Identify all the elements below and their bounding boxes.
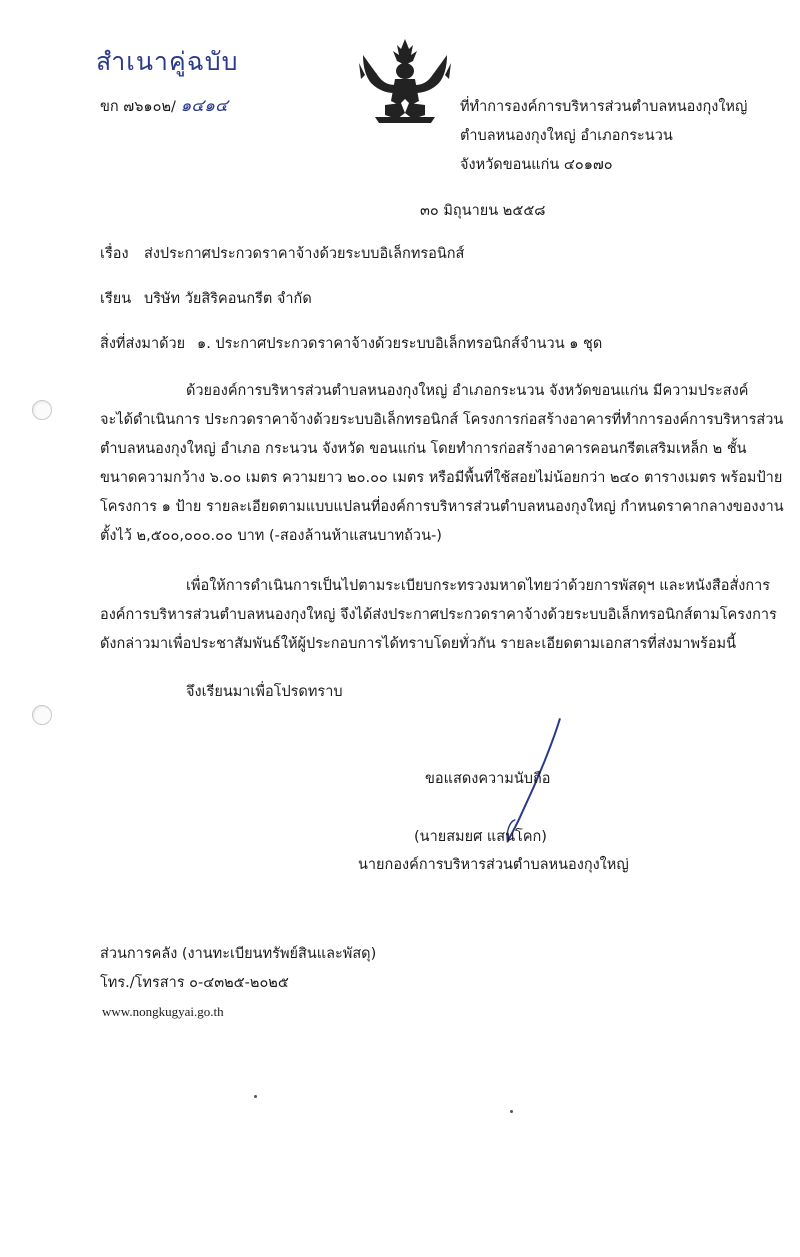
footer-department: ส่วนการคลัง (งานทะเบียนทรัพย์สินและพัสดุ) xyxy=(100,946,377,962)
document-number xyxy=(100,96,228,117)
punch-hole-top xyxy=(32,400,52,420)
sender-address-line-1: ที่ทำการองค์การบริหารส่วนตำบลหนองกุงใหญ่ xyxy=(460,99,748,115)
copy-stamp: สำเนาคู่ฉบับ xyxy=(96,47,239,76)
signer-title: นายกองค์การบริหารส่วนตำบลหนองกุงใหญ่ xyxy=(358,857,629,873)
subject-text: ส่งประกาศประกวดราคาจ้างด้วยระบบอิเล็กทรอนิกส์ xyxy=(144,246,465,262)
body-paragraph-2 xyxy=(100,572,777,659)
paragraph-2-line: ดังกล่าวมาเพื่อประชาสัมพันธ์ให้ผู้ประกอบการได้ทราบโดยทั่วกัน รายละเอียดตามเอกสารที่ส่งมาพร้อมนี้ xyxy=(100,636,737,652)
document-number-handwritten: ๑๔๑๔ xyxy=(180,96,228,116)
garuda-emblem-icon xyxy=(355,35,455,125)
paragraph-1-line: จะได้ดำเนินการ ประกวดราคาจ้างด้วยระบบอิเล็กทรอนิกส์ โครงการก่อสร้างอาคารที่ทำการองค์การบริหารส่วน xyxy=(100,412,784,428)
paragraph-2-line: องค์การบริหารส่วนตำบลหนองกุงใหญ่ จึงได้ส่งประกาศประกวดราคาจ้างด้วยระบบอิเล็กทรอนิกส์ตามโครงการ xyxy=(100,607,777,623)
scan-speck xyxy=(254,1095,257,1098)
enclosure-item: ๑. ประกาศประกวดราคาจ้างด้วยระบบอิเล็กทรอนิกส์ xyxy=(197,336,520,352)
scan-speck xyxy=(510,1110,513,1113)
paragraph-1-line: ขนาดความกว้าง ๖.๐๐ เมตร ความยาว ๒๐.๐๐ เมตร หรือมีพื้นที่ใช้สอยไม่น้อยกว่า ๒๔๐ ตารางเมตร พร้อมป้าย xyxy=(100,470,783,486)
paragraph-1-line: โครงการ ๑ ป้าย รายละเอียดตามแบบแปลนที่องค์การบริหารส่วนตำบลหนองกุงใหญ่ กำหนดราคากลางของงาน xyxy=(100,499,784,515)
paragraph-1-line: ด้วยองค์การบริหารส่วนตำบลหนองกุงใหญ่ อำเภอกระนวน จังหวัดขอนแก่น มีความประสงค์ xyxy=(186,383,749,399)
paragraph-1-line: ตำบลหนองกุงใหญ่ อำเภอ กระนวน จังหวัด ขอนแก่น โดยทำการก่อสร้างอาคารคอนกรีตเสริมเหล็ก ๒ ชั้น xyxy=(100,441,747,457)
subject-label: เรื่อง xyxy=(100,246,129,262)
enclosure-quantity: จำนวน ๑ ชุด xyxy=(520,336,603,352)
closing-request: จึงเรียนมาเพื่อโปรดทราบ xyxy=(186,684,343,700)
footer-website: www.nongkugyai.go.th xyxy=(102,1004,224,1019)
recipient-label: เรียน xyxy=(100,291,132,307)
body-paragraph-1 xyxy=(100,377,784,551)
sender-address-line-3: จังหวัดขอนแก่น ๔๐๑๗๐ xyxy=(460,157,613,173)
enclosure-label: สิ่งที่ส่งมาด้วย xyxy=(100,336,186,352)
letter-date: ๓๐ มิถุนายน ๒๕๕๘ xyxy=(420,203,546,219)
signer-name: (นายสมยศ แสนโคก) xyxy=(414,829,547,845)
recipient-text: บริษัท วัยสิริคอนกรีต จำกัด xyxy=(144,291,312,307)
punch-hole-bottom xyxy=(32,705,52,725)
sender-address-line-2: ตำบลหนองกุงใหญ่ อำเภอกระนวน xyxy=(460,128,673,144)
paragraph-1-line: ตั้งไว้ ๒,๕๐๐,๐๐๐.๐๐ บาท (-สองล้านห้าแสนบาทถ้วน-) xyxy=(100,528,442,544)
regards-text: ขอแสดงความนับถือ xyxy=(425,771,551,787)
paragraph-2-line: เพื่อให้การดำเนินการเป็นไปตามระเบียบกระทรวงมหาดไทยว่าด้วยการพัสดุฯ และหนังสือสั่งการ xyxy=(186,578,771,594)
document-number-prefix: ขก ๗๖๑๐๒/ xyxy=(100,99,176,115)
footer-phone: โทร./โทรสาร ๐-๔๓๒๕-๒๐๒๕ xyxy=(100,975,289,991)
